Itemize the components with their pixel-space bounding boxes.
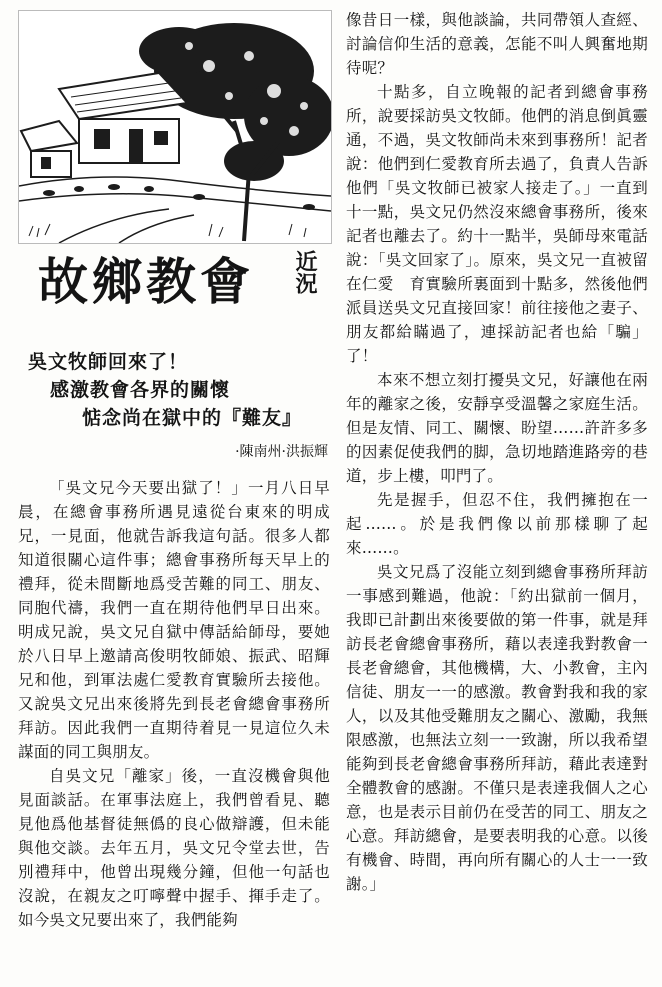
byline: ·陳南州·洪振輝: [235, 444, 328, 460]
right-column: [346, 8, 648, 896]
masthead-subtitle: 近況: [292, 250, 318, 294]
paragraph: 本來不想立刻打擾吳文兄，好讓他在兩年的離家之後，安靜享受溫馨之家庭生活。但是友情、同工、關懷、盼望……許許多多的因素促使我們的脚，急切地踏進路旁的巷道，步上樓，叩門了。: [346, 371, 648, 485]
article-headline: [18, 348, 330, 432]
paragraph: 「吳文兄今天要出獄了！」一月八日早晨，在總會事務所遇見遠從台東來的明成兄，一見面，他就告訴我這句話。很多人都知道很關心這件事；總會事務所每天早上的禮拜，從未間斷地爲受苦難的同工、朋友、同胞代禱，我們一直在期待他們早日出來。明成兄說，吳文兄自獄中傳話給師母，要她於八日早上邀請高俊明牧師娘、振武、昭輝兄和他，到軍法處仁愛教育實驗所去接他。又說吳文兄出來後將先到長老會總會事務所拜訪。因此我們一直期待着見一見這位久未謀面的同工與朋友。: [18, 479, 330, 761]
paragraph: 吳文兄爲了沒能立刻到總會事務所拜訪一事感到難過，他說：「約出獄前一個月，我即已計劃出來後要做的第一件事，就是拜訪長老會總會事務所，藉以表達我對教會一長老會總會，其他機構，大、小教會，主內信徒、朋友一一的感激。教會對我和我的家人，以及其他受難朋友之關心、激勵，我無限感激，也無法立刻一一致謝，所以我希望能夠到長老會總會事務所拜訪，藉此表達對全體教會的感謝。不僅只是表達我個人之心意，也是表示目前仍在受苦的同工、朋友之心意。拜訪總會，是要表明我的心意。以後有機會、時間，再向所有關心的人士一一致謝。」: [346, 563, 648, 893]
paragraph: 先是握手，但忍不住，我們擁抱在一起……。於是我們像以前那樣聊了起來……。: [346, 491, 648, 557]
masthead-title: 故鄉教會: [38, 252, 254, 311]
article-body-left: [18, 476, 330, 932]
paragraph: 十點多，自立晚報的記者到總會事務所，說要採訪吳文牧師。他們的消息倒眞靈通，不過，吳文牧師尚未來到事務所！記者說：他們到仁愛教育所去過了，負責人告訴他們「吳文牧師已被家人接走了。」一直到十一點，吳文兄仍然沒來總會事務所，後來記者也離去了。約十一點半，吳師母來電話說：「吳文回家了」。原來，吳文兄一直被留在仁愛 育實驗所裏面到十點多，然後他們派員送吳文兄直接回家！前往接他之妻子、朋友都給瞞過了，連採訪記者也給「騙」了！: [346, 83, 648, 365]
ink-drawing-image: [19, 11, 331, 243]
paragraph-continued: 像昔日一樣，與他談論，共同帶領人查經、討論信仰生活的意義，怎能不叫人興奮地期待呢？: [346, 11, 648, 77]
headline-line-2: 感激教會各界的關懷: [50, 379, 231, 401]
headline-line-1: 吳文牧師回來了！: [28, 351, 189, 373]
headline-line-3: 惦念尚在獄中的『難友』: [82, 407, 303, 429]
left-column: [18, 10, 330, 980]
column-masthead: [38, 248, 328, 320]
village-illustration: [18, 10, 332, 244]
paragraph: 自吳文兄「離家」後，一直沒機會與他見面談話。在軍事法庭上，我們曾看見、聽見他爲他基督徒無僞的良心做辯護，但未能與他交談。去年五月，吳文兄令堂去世，告別禮拜中，他曾出現幾分鐘，但他一句話也沒說，在親友之叮嚀聲中握手、揮手走了。如今吳文兄要出來了，我們能夠: [18, 767, 330, 929]
